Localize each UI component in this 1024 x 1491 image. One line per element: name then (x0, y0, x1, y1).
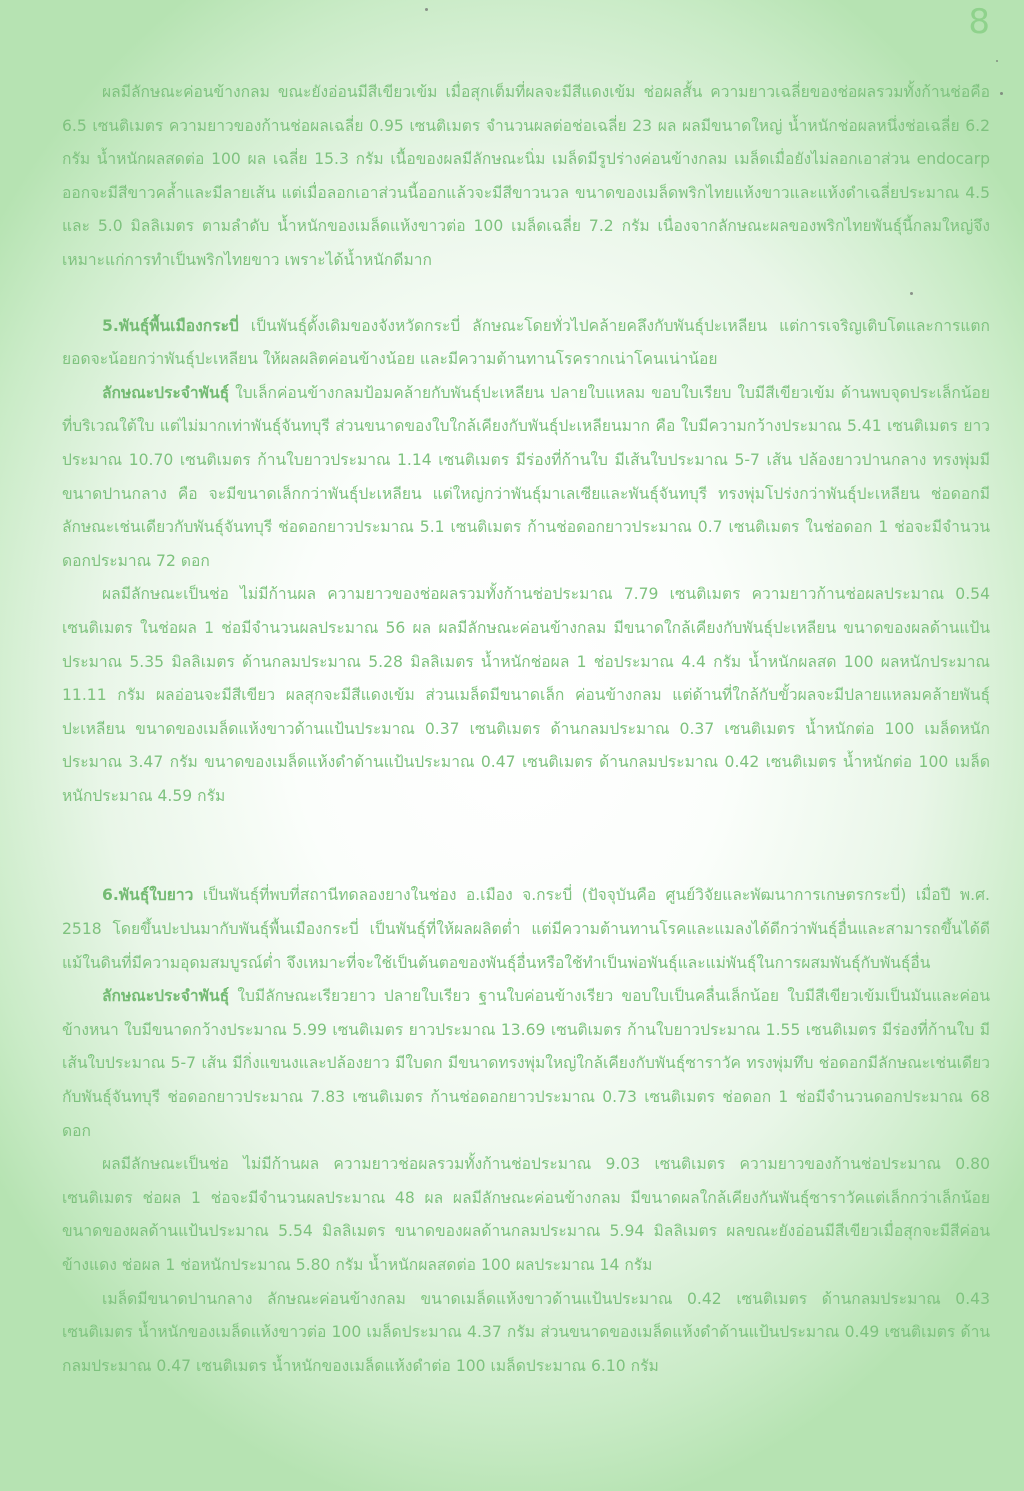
section-5-trait-text: ใบเล็กค่อนข้างกลมป้อมคล้ายกับพันธุ์ปะเหลียน ปลายใบแหลม ขอบใบเรียบ ใบมีสีเขียวเข้ม ด้านพบจุดประเล็กน้อยที่บริเวณใต้ใบ แต่ไม่มากเท่าพันธุ์จันทบุรี ส่วนขนาดของใบใกล้เคียงกับพันธุ์ปะเหลียนมาก คือ ใบมีความกว้างประมาณ 5.41 เซนติเมตร ยาวประมาณ 10.70 เซนติเมตร ก้านใบยาวประมาณ 1.14 เซนติเมตร มีร่องที่ก้านใบ มีเส้นใบประมาณ 5-7 เส้น ปล้องยาวปานกลาง ทรงพุ่มมีขนาดปานกลาง คือ จะมีขนาดเล็กกว่าพันธุ์ปะเหลียน แต่ใหญ่กว่าพันธุ์มาเลเซียและพันธุ์จันทบุรี ทรงพุ่มโปร่งกว่าพันธุ์ปะเหลียน ช่อดอกมีลักษณะเช่นเดียวกับพันธุ์จันทบุรี ช่อดอกยาวประมาณ 5.1 เซนติเมตร ก้านช่อดอกยาวประมาณ 0.7 เซนติเมตร ในช่อดอก 1 ช่อจะมีจำนวนดอกประมาณ 72 ดอก (62, 383, 990, 570)
section-5-trait-heading: ลักษณะประจำพันธุ์ (102, 383, 230, 402)
document-body (62, 76, 990, 1383)
section-6-intro (62, 879, 990, 980)
section-5-intro (62, 310, 990, 377)
section-5-fruit: ผลมีลักษณะเป็นช่อ ไม่มีก้านผล ความยาวของช่อผลรวมทั้งก้านช่อประมาณ 7.79 เซนติเมตร ความยาวก้านช่อผลประมาณ 0.54 เซนติเมตร ในช่อผล 1 ช่อมีจำนวนผลประมาณ 56 ผล ผลมีลักษณะค่อนข้างกลม มีขนาดใกล้เคียงกับพันธุ์ปะเหลียน ขนาดของผลด้านแป้นประมาณ 5.35 มิลลิเมตร ด้านกลมประมาณ 5.28 มิลลิเมตร น้ำหนักช่อผล 1 ช่อประมาณ 4.4 กรัม น้ำหนักผลสด 100 ผลหนักประมาณ 11.11 กรัม ผลอ่อนจะมีสีเขียว ผลสุกจะมีสีแดงเข้ม ส่วนเมล็ดมีขนาดเล็ก ค่อนข้างกลม แต่ด้านที่ใกล้กับขั้วผลจะมีปลายแหลมคล้ายพันธุ์ปะเหลียน ขนาดของเมล็ดแห้งขาวด้านแป้นประมาณ 0.37 เซนติเมตร ด้านกลมประมาณ 0.37 เซนติเมตร น้ำหนักต่อ 100 เมล็ดหนักประมาณ 3.47 กรัม ขนาดของเมล็ดแห้งดำด้านแป้นประมาณ 0.47 เซนติเมตร ด้านกลมประมาณ 0.42 เซนติเมตร น้ำหนักต่อ 100 เมล็ดหนักประมาณ 4.59 กรัม (62, 585, 990, 805)
section-6-fruit: ผลมีลักษณะเป็นช่อ ไม่มีก้านผล ความยาวช่อผลรวมทั้งก้านช่อประมาณ 9.03 เซนติเมตร ความยาวของก้านช่อประมาณ 0.80 เซนติเมตร ช่อผล 1 ช่อจะมีจำนวนผลประมาณ 48 ผล ผลมีลักษณะค่อนข้างกลม มีขนาดผลใกล้เคียงกันพันธุ์ซาราวัคแต่เล็กกว่าเล็กน้อย ขนาดของผลด้านแป้นประมาณ 5.54 มิลลิเมตร ขนาดของผลด้านกลมประมาณ 5.94 มิลลิเมตร ผลขณะยังอ่อนมีสีเขียวเมื่อสุกจะมีสีค่อนข้างแดง ช่อผล 1 ช่อหนักประมาณ 5.80 กรัม น้ำหนักผลสดต่อ 100 ผลประมาณ 14 กรัม (62, 1155, 990, 1274)
paragraph-previous-variety-fruit: ผลมีลักษณะค่อนข้างกลม ขณะยังอ่อนมีสีเขียวเข้ม เมื่อสุกเต็มที่ผลจะมีสีแดงเข้ม ช่อผลสั้น ความยาวเฉลี่ยของช่อผลรวมทั้งก้านช่อคือ 6.5 เซนติเมตร ความยาวของก้านช่อผลเฉลี่ย 0.95 เซนติเมตร จำนวนผลต่อช่อเฉลี่ย 23 ผล ผลมีขนาดใหญ่ น้ำหนักช่อผลหนึ่งช่อเฉลี่ย 6.2 กรัม น้ำหนักผลสดต่อ 100 ผล เฉลี่ย 15.3 กรัม เนื้อของผลมีลักษณะนิ่ม เมล็ดมีรูปร่างค่อนข้างกลม เมล็ดเมื่อยังไม่ลอกเอาส่วน endocarp ออกจะมีสีขาวคล้ำและมีลายเส้น แต่เมื่อลอกเอาส่วนนี้ออกแล้วจะมีสีขาวนวล ขนาดของเมล็ดพริกไทยแห้งขาวและแห้งดำเฉลี่ยประมาณ 4.5 และ 5.0 มิลลิเมตร ตามลำดับ น้ำหนักของเมล็ดแห้งขาวต่อ 100 เมล็ดเฉลี่ย 7.2 กรัม เนื่องจากลักษณะผลของพริกไทยพันธุ์นี้กลมใหญ่จึงเหมาะแก่การทำเป็นพริกไทยขาว เพราะได้น้ำหนักดีมาก (62, 83, 990, 269)
section-6-heading: 6.พันธุ์ใบยาว (102, 886, 194, 905)
scan-speck (996, 60, 998, 62)
section-6-seed: เมล็ดมีขนาดปานกลาง ลักษณะค่อนข้างกลม ขนาดเมล็ดแห้งขาวด้านแป้นประมาณ 0.42 เซนติเมตร ด้านกลมประมาณ 0.43 เซนติเมตร น้ำหนักของเมล็ดแห้งขาวต่อ 100 เมล็ดประมาณ 4.37 กรัม ส่วนขนาดของเมล็ดแห้งดำด้านแป้นประมาณ 0.49 เซนติเมตร ด้านกลมประมาณ 0.47 เซนติเมตร น้ำหนักของเมล็ดแห้งดำต่อ 100 เมล็ดประมาณ 6.10 กรัม (62, 1289, 990, 1375)
section-6-trait-heading: ลักษณะประจำพันธุ์ (102, 987, 230, 1006)
section-spacer (62, 813, 990, 879)
section-6-intro-text: เป็นพันธุ์ที่พบที่สถานีทดลองยางในช่อง อ.เมือง จ.กระบี่ (ปัจจุบันคือ ศูนย์วิจัยและพัฒนาการเกษตรกระบี่) เมื่อปี พ.ศ. 2518 โดยขึ้นปะปนมากับพันธุ์พื้นเมืองกระบี่ เป็นพันธุ์ที่ให้ผลผลิตต่ำ แต่มีความต้านทานโรคและแมลงได้ดีกว่าพันธุ์อื่นและสามารถขึ้นได้ดีแม้ในดินที่มีความอุดมสมบูรณ์ต่ำ จึงเหมาะที่จะใช้เป็นต้นตอของพันธุ์อื่นหรือใช้ทำเป็นพ่อพันธุ์และแม่พันธุ์ในการผสมพันธุ์กับพันธุ์อื่น (62, 886, 990, 972)
scan-speck (1000, 92, 1003, 95)
section-5-heading: 5.พันธุ์พื้นเมืองกระบี่ (102, 316, 239, 335)
section-5-intro-text: เป็นพันธุ์ดั้งเดิมของจังหวัดกระบี่ ลักษณะโดยทั่วไปคล้ายคลึงกับพันธุ์ปะเหลียน แต่การเจริญเติบโตและการแตกยอดจะน้อยกว่าพันธุ์ปะเหลียน ให้ผลผลิตค่อนข้างน้อย และมีความต้านทานโรครากเน่าโคนเน่าน้อย (62, 316, 990, 369)
section-6-traits (62, 980, 990, 1148)
section-6-trait-text: ใบมีลักษณะเรียวยาว ปลายใบเรียว ฐานใบค่อนข้างเรียว ขอบใบเป็นคลื่นเล็กน้อย ใบมีสีเขียวเข้มเป็นมันและค่อนข้างหนา ใบมีขนาดกว้างประมาณ 5.99 เซนติเมตร ยาวประมาณ 13.69 เซนติเมตร ก้านใบยาวประมาณ 1.55 เซนติเมตร มีร่องที่ก้านใบ มีเส้นใบประมาณ 5-7 เส้น มีกิ่งแขนงและปล้องยาว มีใบดก มีขนาดทรงพุ่มใหญ่ใกล้เคียงกับพันธุ์ซาราวัค ทรงพุ่มทึบ ช่อดอกมีลักษณะเช่นเดียวกับพันธุ์จันทบุรี ช่อดอกยาวประมาณ 7.83 เซนติเมตร ก้านช่อดอกยาวประมาณ 0.73 เซนติเมตร ช่อดอก 1 ช่อมีจำนวนดอกประมาณ 68 ดอก (62, 987, 990, 1140)
scan-speck (910, 292, 913, 295)
section-spacer (62, 278, 990, 310)
scan-speck (425, 8, 428, 11)
section-5-traits (62, 377, 990, 579)
page-number: 8 (968, 2, 990, 42)
